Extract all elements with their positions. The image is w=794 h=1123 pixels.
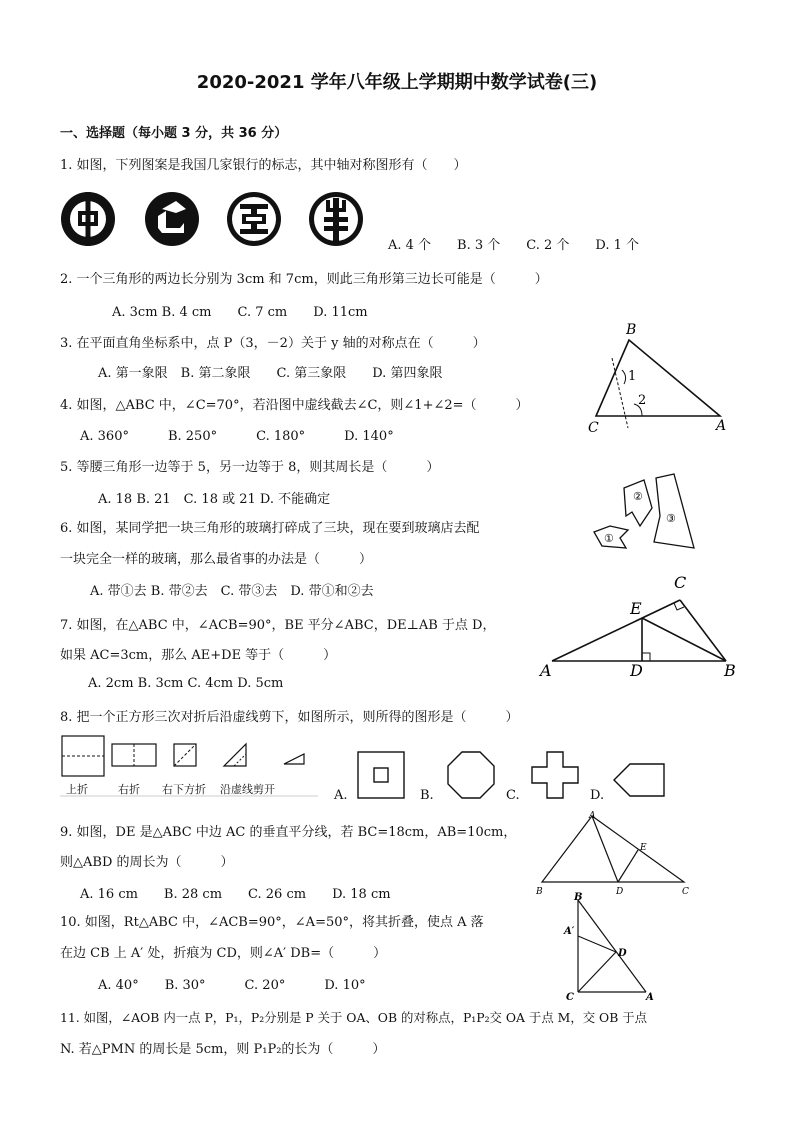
q8-choice-d-shape [612, 762, 668, 804]
angle-1-label: 1 [628, 369, 637, 384]
label-e: E [630, 599, 642, 618]
piece-1-label: ① [604, 532, 614, 545]
bank-logos [58, 190, 368, 252]
question-4-stem: 4. 如图，△ABC 中，∠C=70°，若沿图中虚线截去∠C，则∠1+∠2=（ ） [60, 398, 529, 413]
question-11-stem-2: N. 若△PMN 的周长是 5cm，则 P₁P₂的长为（ ） [60, 1042, 386, 1057]
question-3-stem: 3. 在平面直角坐标系中，点 P（3，－2）关于 y 轴的对称点在（ ） [60, 336, 486, 351]
question-1-stem: 1. 如图，下列图案是我国几家银行的标志，其中轴对称图形有（ ） [60, 158, 467, 173]
section-heading: 一、选择题（每小题 3 分，共 36 分） [60, 126, 288, 141]
question-4-options: A. 360° B. 250° C. 180° D. 140° [80, 429, 394, 444]
label-b: B [536, 887, 543, 897]
question-2-options: A. 3cm B. 4 cm C. 7 cm D. 11cm [112, 305, 368, 320]
question-6-stem-2: 一块完全一样的玻璃，那么最省事的办法是（ ） [60, 552, 373, 567]
question-6-stem-1: 6. 如图，某同学把一块三角形的玻璃打碎成了三块，现在要到玻璃店去配 [60, 521, 480, 536]
label-d: D [616, 887, 624, 897]
q8-choice-c-shape [530, 750, 582, 806]
fold-step-1-label: 上折 [66, 783, 88, 796]
label-c: C [588, 420, 599, 435]
piece-2-label: ② [633, 490, 643, 503]
agricultural-bank-logo-icon [309, 192, 363, 246]
q8-choice-d-label: D. [590, 788, 605, 803]
label-e: E [640, 843, 647, 853]
question-7-options: A. 2cm B. 3cm C. 4cm D. 5cm [88, 676, 284, 691]
label-a-prime: A′ [564, 926, 575, 937]
label-b: B [626, 322, 637, 338]
label-a: A [646, 992, 654, 1003]
bank-of-china-logo-icon [61, 192, 115, 246]
question-9-stem-1: 9. 如图，DE 是△ABC 中边 AC 的垂直平分线，若 BC=18cm，AB=10cm， [60, 825, 517, 840]
label-a: A [540, 661, 552, 680]
label-c: C [674, 573, 687, 592]
question-10-options: A. 40° B. 30° C. 20° D. 10° [98, 978, 366, 993]
question-10-stem-2: 在边 CB 上 A′ 处，折痕为 CD，则∠A′ DB=（ ） [60, 946, 387, 961]
construction-bank-logo-icon [145, 192, 199, 246]
question-10-figure [560, 892, 660, 1008]
piece-3-label: ③ [666, 512, 676, 525]
question-9-figure [534, 808, 699, 902]
icbc-logo-icon [227, 192, 281, 246]
question-3-options: A. 第一象限 B. 第二象限 C. 第三象限 D. 第四象限 [98, 366, 443, 381]
question-6-figure [590, 472, 700, 561]
fold-step-4-label: 沿虚线剪开 [220, 783, 275, 796]
question-7-stem-1: 7. 如图，在△ABC 中，∠ACB=90°，BE 平分∠ABC，DE⊥AB 于点 D， [60, 618, 496, 633]
bank-logos-figure [58, 190, 368, 248]
question-4-figure [584, 320, 734, 439]
question-7-figure [538, 570, 743, 689]
fold-step-2-label: 右折 [118, 783, 140, 796]
question-2-stem: 2. 一个三角形的两边长分别为 3cm 和 7cm，则此三角形第三边长可能是（ ） [60, 272, 548, 287]
label-d: D [618, 948, 627, 959]
question-11-stem-1: 11. 如图，∠AOB 内一点 P，P₁，P₂分别是 P 关于 OA、OB 的对称点，P₁P₂交 OA 于点 M，交 OB 于点 [60, 1010, 648, 1025]
q8-choice-b-shape [446, 750, 498, 806]
question-5-stem: 5. 等腰三角形一边等于 5，另一边等于 8，则其周长是（ ） [60, 460, 440, 475]
label-c: C [682, 887, 689, 897]
q8-choice-a-shape [356, 750, 408, 806]
q8-choice-c-label: C. [506, 788, 520, 803]
question-7-stem-2: 如果 AC=3cm，那么 AE+DE 等于（ ） [60, 648, 337, 663]
q8-choice-b-label: B. [420, 788, 434, 803]
angle-2-label: 2 [638, 393, 647, 408]
label-c: C [566, 992, 574, 1003]
label-b: B [724, 661, 736, 680]
page-title: 2020-2021 学年八年级上学期期中数学试卷(三) [196, 72, 598, 93]
label-d: D [630, 661, 643, 680]
label-b: B [574, 892, 583, 903]
question-6-options: A. 带①去 B. 带②去 C. 带③去 D. 带①和②去 [90, 584, 374, 599]
label-a: A [716, 418, 727, 434]
question-1-options: A. 4 个 B. 3 个 C. 2 个 D. 1 个 [388, 238, 640, 253]
label-a: A [589, 811, 596, 821]
q8-choice-a-label: A. [334, 788, 348, 803]
fold-step-3-label: 右下方折 [162, 783, 206, 796]
question-9-options: A. 16 cm B. 28 cm C. 26 cm D. 18 cm [80, 887, 391, 902]
question-9-stem-2: 则△ABD 的周长为（ ） [60, 855, 234, 870]
question-10-stem-1: 10. 如图，Rt△ABC 中，∠ACB=90°，∠A=50°，将其折叠，使点 A 落 [60, 915, 484, 930]
question-8-stem: 8. 把一个正方形三次对折后沿虚线剪下，如图所示，则所得的图形是（ ） [60, 710, 519, 725]
question-5-options: A. 18 B. 21 C. 18 或 21 D. 不能确定 [98, 492, 331, 507]
